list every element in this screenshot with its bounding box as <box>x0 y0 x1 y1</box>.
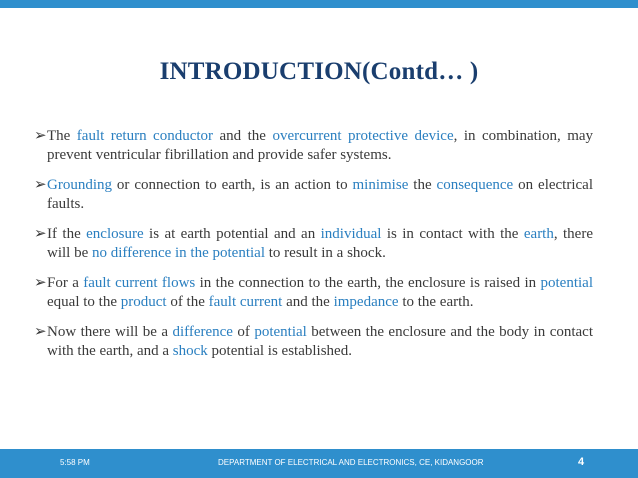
arrow-bullet-icon: ➢ <box>34 275 47 291</box>
arrow-bullet-icon: ➢ <box>34 128 47 144</box>
highlighted-term: enclosure <box>86 226 144 242</box>
footer-bar <box>0 449 638 478</box>
footer-department: DEPARTMENT OF ELECTRICAL AND ELECTRONICS, CE, KIDANGOOR <box>218 458 484 467</box>
bullet-list <box>34 127 593 372</box>
highlighted-term: product <box>120 294 167 310</box>
bullet-text: to result in a shock. <box>265 245 386 261</box>
highlighted-term: individual <box>320 226 382 242</box>
highlighted-term: fault return conductor <box>76 128 214 144</box>
highlighted-term: potential <box>540 275 593 291</box>
bullet-text: The <box>47 128 77 144</box>
highlighted-term: overcurrent protective device <box>272 128 454 144</box>
bullet-text: between the enclosure and the body in contact with the earth, and a <box>47 324 593 359</box>
page-number: 4 <box>578 456 585 468</box>
bullet-text: , there will be <box>47 226 593 261</box>
bullet-item <box>34 127 593 165</box>
bullet-text: If the <box>47 226 87 242</box>
bullet-item <box>34 225 593 263</box>
bullet-text: and the <box>213 128 273 144</box>
highlighted-term: earth <box>523 226 554 242</box>
bullet-item <box>34 176 593 214</box>
bullet-text: of <box>232 324 255 340</box>
highlighted-term: consequence <box>436 177 514 193</box>
top-accent-bar <box>0 0 638 8</box>
highlighted-term: fault current <box>208 294 283 310</box>
bullet-text: is in contact with the <box>381 226 524 242</box>
footer-time: 5:58 PM <box>60 458 90 467</box>
bullet-text: Now there will be a <box>47 324 173 340</box>
bullet-text: and the <box>282 294 334 310</box>
bullet-text: the <box>408 177 437 193</box>
highlighted-term: difference <box>172 324 233 340</box>
arrow-bullet-icon: ➢ <box>34 324 47 340</box>
bullet-item <box>34 274 593 312</box>
highlighted-term: Grounding <box>47 177 112 193</box>
arrow-bullet-icon: ➢ <box>34 177 47 193</box>
slide-title: INTRODUCTION(Contd… ) <box>159 58 479 85</box>
bullet-text: equal to the <box>47 294 121 310</box>
bullet-item <box>34 323 593 361</box>
highlighted-term: shock <box>172 343 208 359</box>
bullet-text: in the connection to the earth, the enclosure is raised in <box>195 275 541 291</box>
bullet-text: For a <box>47 275 84 291</box>
highlighted-term: fault current flows <box>83 275 196 291</box>
bullet-text: on electrical faults. <box>47 177 593 212</box>
highlighted-term: potential <box>254 324 307 340</box>
bullet-text: or connection to earth, is an action to <box>112 177 353 193</box>
bullet-text: is at earth potential and an <box>143 226 321 242</box>
bullet-text: to the earth. <box>398 294 474 310</box>
highlighted-term: no difference in the potential <box>92 245 265 261</box>
bullet-text: of the <box>166 294 209 310</box>
arrow-bullet-icon: ➢ <box>34 226 47 242</box>
highlighted-term: impedance <box>333 294 399 310</box>
bullet-text: potential is established. <box>207 343 352 359</box>
bullet-text: , in combination, may prevent ventricular fibrillation and provide safer systems. <box>47 128 594 163</box>
highlighted-term: minimise <box>352 177 409 193</box>
